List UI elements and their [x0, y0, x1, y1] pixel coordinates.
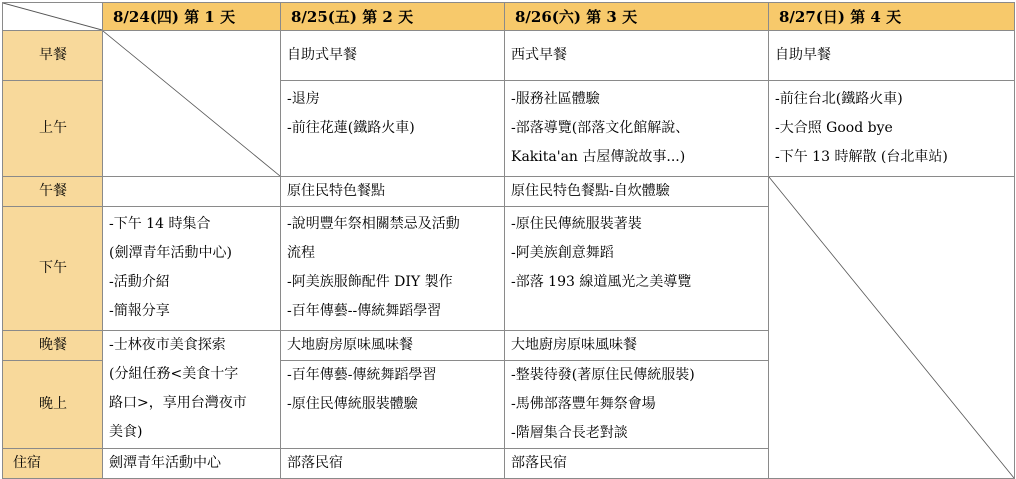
day3-lunch: 原住民特色餐點-自炊體驗	[505, 177, 769, 207]
header-day3: 8/26(六) 第 3 天	[505, 3, 769, 31]
day2-afternoon	[281, 207, 505, 331]
list-item: -百年傳藝--傳統舞蹈學習	[287, 303, 442, 319]
row-label-breakfast: 早餐	[3, 31, 103, 81]
header-day1: 8/24(四) 第 1 天	[103, 3, 281, 31]
list-item: -整裝待發(著原住民傳統服裝)	[511, 367, 695, 383]
day4-morning	[769, 81, 1015, 177]
row-label-afternoon: 下午	[3, 207, 103, 331]
day1-morning-empty	[103, 31, 281, 177]
header-day2: 8/25(五) 第 2 天	[281, 3, 505, 31]
list-item: Kakita'an 古屋傳說故事...)	[511, 149, 686, 165]
day2-morning	[281, 81, 505, 177]
itinerary-table	[2, 2, 1015, 479]
day4-afternoon-empty	[769, 177, 1015, 479]
day1-lunch-empty	[103, 177, 281, 207]
list-item: -原住民傳統服裝體驗	[287, 396, 418, 412]
list-item: -下午 14 時集合	[109, 216, 211, 232]
day3-morning	[505, 81, 769, 177]
day2-lunch: 原住民特色餐點	[281, 177, 505, 207]
day3-lodging: 部落民宿	[505, 449, 769, 479]
list-item: -前往台北(鐵路火車)	[775, 91, 903, 107]
list-item: -前往花蓮(鐵路火車)	[287, 120, 415, 136]
list-item: -說明豐年祭相關禁忌及活動	[287, 216, 460, 232]
day1-afternoon	[103, 207, 281, 331]
list-item: 流程	[287, 245, 315, 261]
list-item: -活動介紹	[109, 274, 170, 290]
list-item: -服務社區體驗	[511, 91, 600, 107]
day4-breakfast: 自助早餐	[769, 31, 1015, 81]
list-item: -退房	[287, 91, 320, 107]
day3-afternoon	[505, 207, 769, 331]
day4-diagonal	[769, 177, 1014, 478]
day1-lodging: 劍潭青年活動中心	[103, 449, 281, 479]
list-item: -階層集合長老對談	[511, 425, 628, 441]
day1-evening	[103, 331, 281, 449]
day2-breakfast: 自助式早餐	[281, 31, 505, 81]
corner-cell	[3, 3, 103, 31]
list-item: (分組任務<美食十字	[109, 366, 239, 382]
list-item: -馬佛部落豐年舞祭會場	[511, 396, 656, 412]
list-item: (劍潭青年活動中心)	[109, 245, 232, 261]
list-item: -百年傳藝-傳統舞蹈學習	[287, 367, 437, 383]
day3-breakfast: 西式早餐	[505, 31, 769, 81]
row-label-evening: 晚上	[3, 361, 103, 449]
day2-evening	[281, 361, 505, 449]
list-item: 美食)	[109, 424, 143, 440]
list-item: -原住民傳統服裝著裝	[511, 216, 642, 232]
row-label-lodging: 住宿	[3, 449, 103, 479]
day3-dinner: 大地廚房原味風味餐	[505, 331, 769, 361]
row-label-morning: 上午	[3, 81, 103, 177]
list-item: -簡報分享	[109, 303, 170, 319]
corner-diagonal	[3, 3, 102, 30]
day2-dinner: 大地廚房原味風味餐	[281, 331, 505, 361]
list-item: -部落 193 線道風光之美導覽	[511, 274, 692, 290]
row-label-dinner: 晚餐	[3, 331, 103, 361]
day2-lodging: 部落民宿	[281, 449, 505, 479]
day1-diagonal	[103, 31, 280, 176]
day3-evening	[505, 361, 769, 449]
list-item: -士林夜市美食探索	[109, 337, 226, 353]
list-item: -大合照 Good bye	[775, 120, 893, 136]
list-item: 路口>，享用台灣夜市	[109, 395, 247, 411]
row-label-lunch: 午餐	[3, 177, 103, 207]
list-item: -下午 13 時解散 (台北車站)	[775, 149, 948, 165]
list-item: -部落導覽(部落文化館解說、	[511, 120, 690, 136]
list-item: -阿美族創意舞蹈	[511, 245, 614, 261]
list-item: -阿美族服飾配件 DIY 製作	[287, 274, 453, 290]
header-day4: 8/27(日) 第 4 天	[769, 3, 1015, 31]
